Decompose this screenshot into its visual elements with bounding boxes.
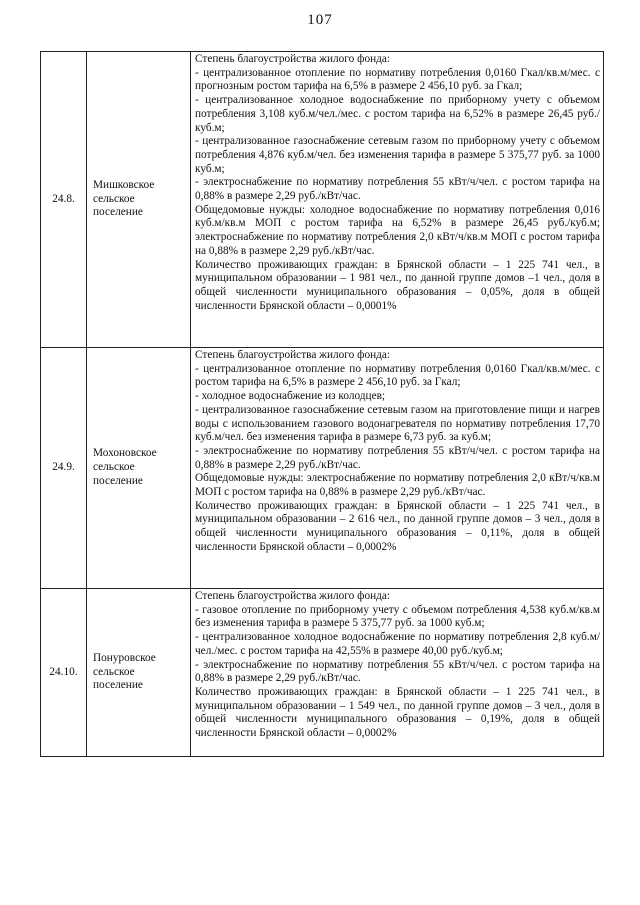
description-line: - централизованное газоснабжение сетевым газом по приборному учету с объемом потребления 4,876 куб.м/чел. без изменения тарифа в размере 5 375,77 руб. за 1000 куб.м;	[195, 135, 600, 175]
settlement-name: Понуровское сельское поселение	[87, 589, 191, 757]
settlements-table	[40, 51, 604, 757]
table-row	[41, 52, 604, 348]
description-line: - централизованное холодное водоснабжение по приборному учету с объемом потребления 3,108 куб.м/чел./мес. с ростом тарифа на 6,52% в размере 26,45 руб./куб.м;	[195, 94, 600, 134]
description-line: - централизованное отопление по нормативу потребления 0,0160 Гкал/кв.м/мес. с прогнозным ростом тарифа на 6,5% в размере 2 456,10 руб. за Гкал;	[195, 66, 600, 93]
description-line: Общедомовые нужды: холодное водоснабжение по нормативу потребления 0,016 куб.м/кв.м МОП с ростом тарифа на 6,52% в размере 26,45 руб./куб.м; электроснабжение по нормативу потребления 2,0 кВт/ч/кв.м МОП с ростом тарифа на 0,88% в размере 2,29 руб./кВт/час.	[195, 203, 600, 257]
description-line: Степень благоустройства жилого фонда:	[195, 349, 391, 361]
description-line: Количество проживающих граждан: в Брянской области – 1 225 741 чел., в муниципальном образовании – 1 981 чел., по данной группе домов –1 чел., доля в общей численности муниципального образования – 0,05%, доля в общей численности Брянской области – 0,0001%	[195, 258, 600, 312]
description-line: - централизованное газоснабжение сетевым газом на приготовление пищи и нагрев воды с использованием газового водонагревателя по нормативу потребления 17,70 куб.м/чел. без изменения тарифа в размере 6,73 руб. за куб.м;	[195, 403, 600, 444]
description-line: - электроснабжение по нормативу потребления 55 кВт/ч/чел. с ростом тарифа на 0,88% в размере 2,29 руб./кВт/час.	[195, 176, 600, 203]
page-number: 107	[307, 12, 333, 28]
description-line: Степень благоустройства жилого фонда:	[195, 590, 391, 602]
settlement-name: Мишковское сельское поселение	[87, 52, 191, 348]
table-row	[41, 589, 604, 757]
settlement-description	[191, 52, 604, 348]
description-line: - централизованное холодное водоснабжение по нормативу потребления 2,8 куб.м/чел./мес. с ростом тарифа на 42,55% в размере 40,00 руб./куб.м;	[195, 631, 600, 657]
description-line: Количество проживающих граждан: в Брянской области – 1 225 741 чел., в муниципальном образовании – 1 549 чел., по данной группе домов – 3 чел., доля в общей численности муниципального образования – 0,19%, доля в общей численности Брянской области – 0,0002%	[195, 685, 600, 740]
table-row	[41, 348, 604, 589]
description-line: - электроснабжение по нормативу потребления 55 кВт/ч/чел. с ростом тарифа на 0,88% в размере 2,29 руб./кВт/час.	[195, 444, 600, 471]
description-line: - электроснабжение по нормативу потребления 55 кВт/ч/чел. с ростом тарифа на 0,88% в размере 2,29 руб./кВт/час.	[195, 658, 600, 685]
row-number: 24.10.	[41, 589, 87, 757]
description-line: - холодное водоснабжение из колодцев;	[195, 390, 386, 403]
description-line: Общедомовые нужды: электроснабжение по нормативу потребления 2,0 кВт/ч/кв.м МОП с ростом тарифа на 0,88% в размере 2,29 руб./кВт/час.	[195, 472, 600, 499]
settlement-description	[191, 589, 604, 757]
description-line: Степень благоустройства жилого фонда:	[195, 53, 391, 65]
row-number: 24.8.	[41, 52, 87, 348]
description-line: Количество проживающих граждан: в Брянской области – 1 225 741 чел., в муниципальном образовании – 2 616 чел., по данной группе домов – 3 чел., доля в общей численности муниципального образования – 0,11%, доля в общей численности Брянской области – 0,0002%	[195, 499, 600, 553]
description-line: - газовое отопление по приборному учету с объемом потребления 4,538 куб.м/кв.м без изменения тарифа в размере 5 375,77 руб. за 1000 куб.м;	[195, 603, 600, 630]
row-number: 24.9.	[41, 348, 87, 589]
settlement-description	[191, 348, 604, 589]
description-line: - централизованное отопление по нормативу потребления 0,0160 Гкал/кв.м/мес. с ростом тарифа на 6,5% в размере 2 456,10 руб. за Гкал;	[195, 362, 600, 389]
settlement-name: Мохоновское сельское поселение	[87, 348, 191, 589]
